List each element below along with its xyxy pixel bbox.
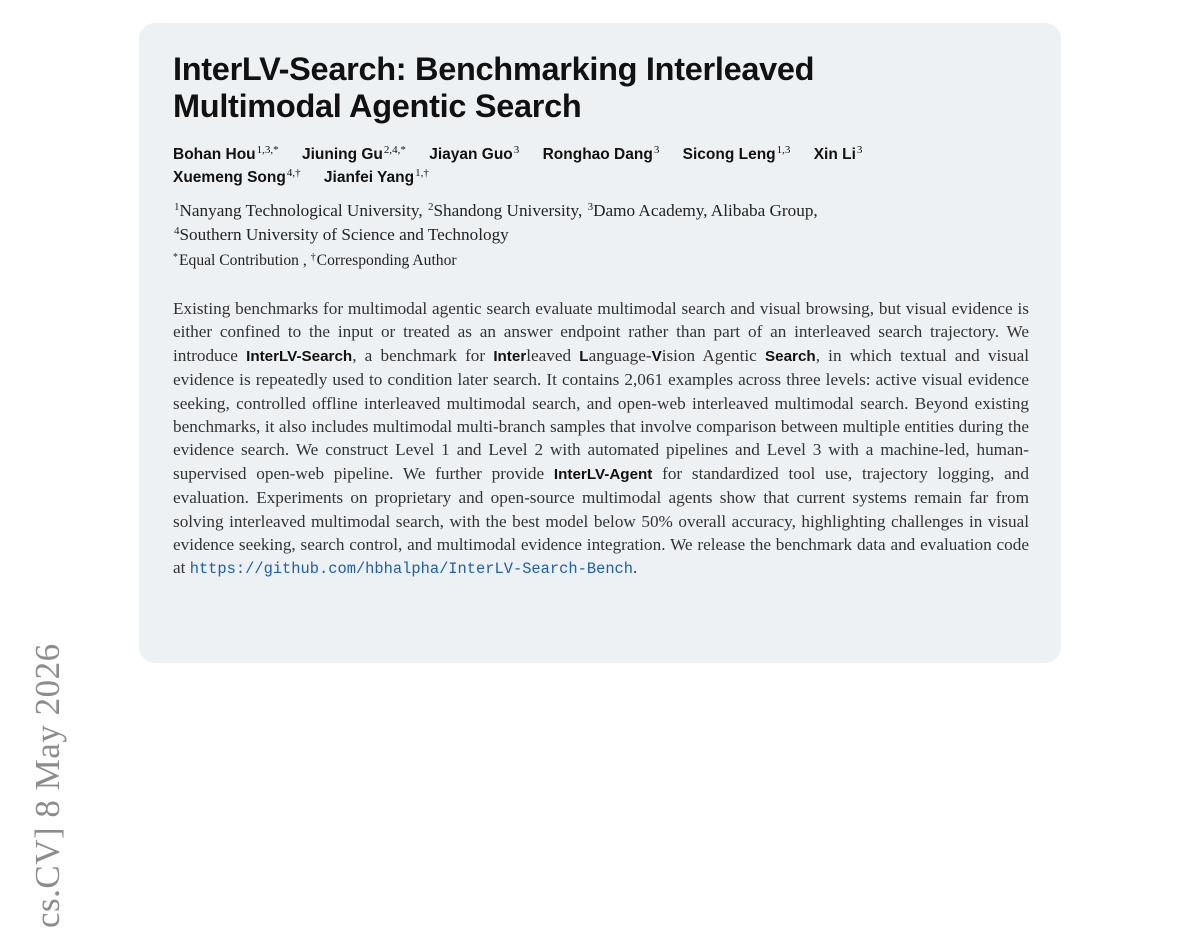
paper-title (173, 51, 1033, 125)
arxiv-stamp-text: cs.CV] 8 May 2026 (28, 643, 67, 928)
author: Jiayan Guo$^3$ (429, 144, 520, 163)
repo-link[interactable]: https://github.com/hbhalpha/InterLV-Search-Bench (189, 560, 634, 579)
affiliations: $^1$Nanyang Technological University, $^2$Shandong University, $^3$Damo Academy, Alibaba Group, $^4$Southern University of Science and Technology (174, 201, 818, 244)
abstract: Existing benchmarks for multimodal agentic search evaluate multimodal search and visual browsing, but visual evidence is either confined to the input or treated as an answer endpoint rather than part of an interleaved search trajectory. We introduce InterLV-Search, a benchmark for Interleaved Language-Vision Agentic Search, in which textual and visual evidence is repeatedly used to condition later search. It contains 2,061 examples across three levels: active visual evidence seeking, controlled offline interleaved multimodal search, and open-web interleaved multimodal search. Beyond existing benchmarks, it also includes multimodal multi-branch samples that involve comparison between multiple entities during the evidence search. We construct Level 1 and Level 2 with automated pipelines and Level 3 with a machine-led, human-supervised open-web pipeline. We further provide InterLV-Agent for standardized tool use, trajectory logging, and evaluation. Experiments on proprietary and open-source multimodal agents show that current systems remain far from solving interleaved multimodal search, with the best model below 50% overall accuracy, highlighting challenges in visual evidence seeking, search control, and multimodal evidence integration. We release the benchmark data and evaluation code at https://github.com/hbhalpha/InterLV-Search-Bench. (173, 299, 1029, 579)
affiliation: Nanyang Technological University, (179, 201, 427, 220)
author: Ronghao Dang$^3$ (542, 144, 660, 163)
author: Sicong Leng$^{1,3}$ (682, 144, 791, 163)
affiliation: Southern University of Science and Technology (179, 224, 509, 244)
affiliation: Damo Academy, Alibaba Group, (593, 201, 818, 220)
author: Jiuning $Gu^{2,4,*}$ (301, 144, 406, 163)
author: Jianfei Yang$^{1,\dagger}$ (323, 167, 429, 186)
title-line-2: Multimodal Agentic Search (173, 88, 582, 124)
author: Bohan Hou$^{1,3,*}$ (173, 144, 279, 163)
agent-name: InterLV-Agent (553, 465, 653, 483)
arxiv-side-stamp (28, 328, 68, 928)
paper-header (173, 51, 1033, 582)
contribution-note: *Equal Contribution , †Corresponding Author (173, 252, 457, 269)
benchmark-name: InterLV-Search (246, 347, 353, 365)
paper-card (139, 23, 1061, 663)
affiliation: Shandong University, (433, 201, 587, 220)
author: Xin Li$^3$ (813, 144, 863, 163)
title-line-1: InterLV-Search: Benchmarking Interleaved (173, 51, 815, 87)
author: Xuemeng Song$^{4,\dagger}$ (173, 167, 301, 186)
author-list (173, 143, 1033, 189)
